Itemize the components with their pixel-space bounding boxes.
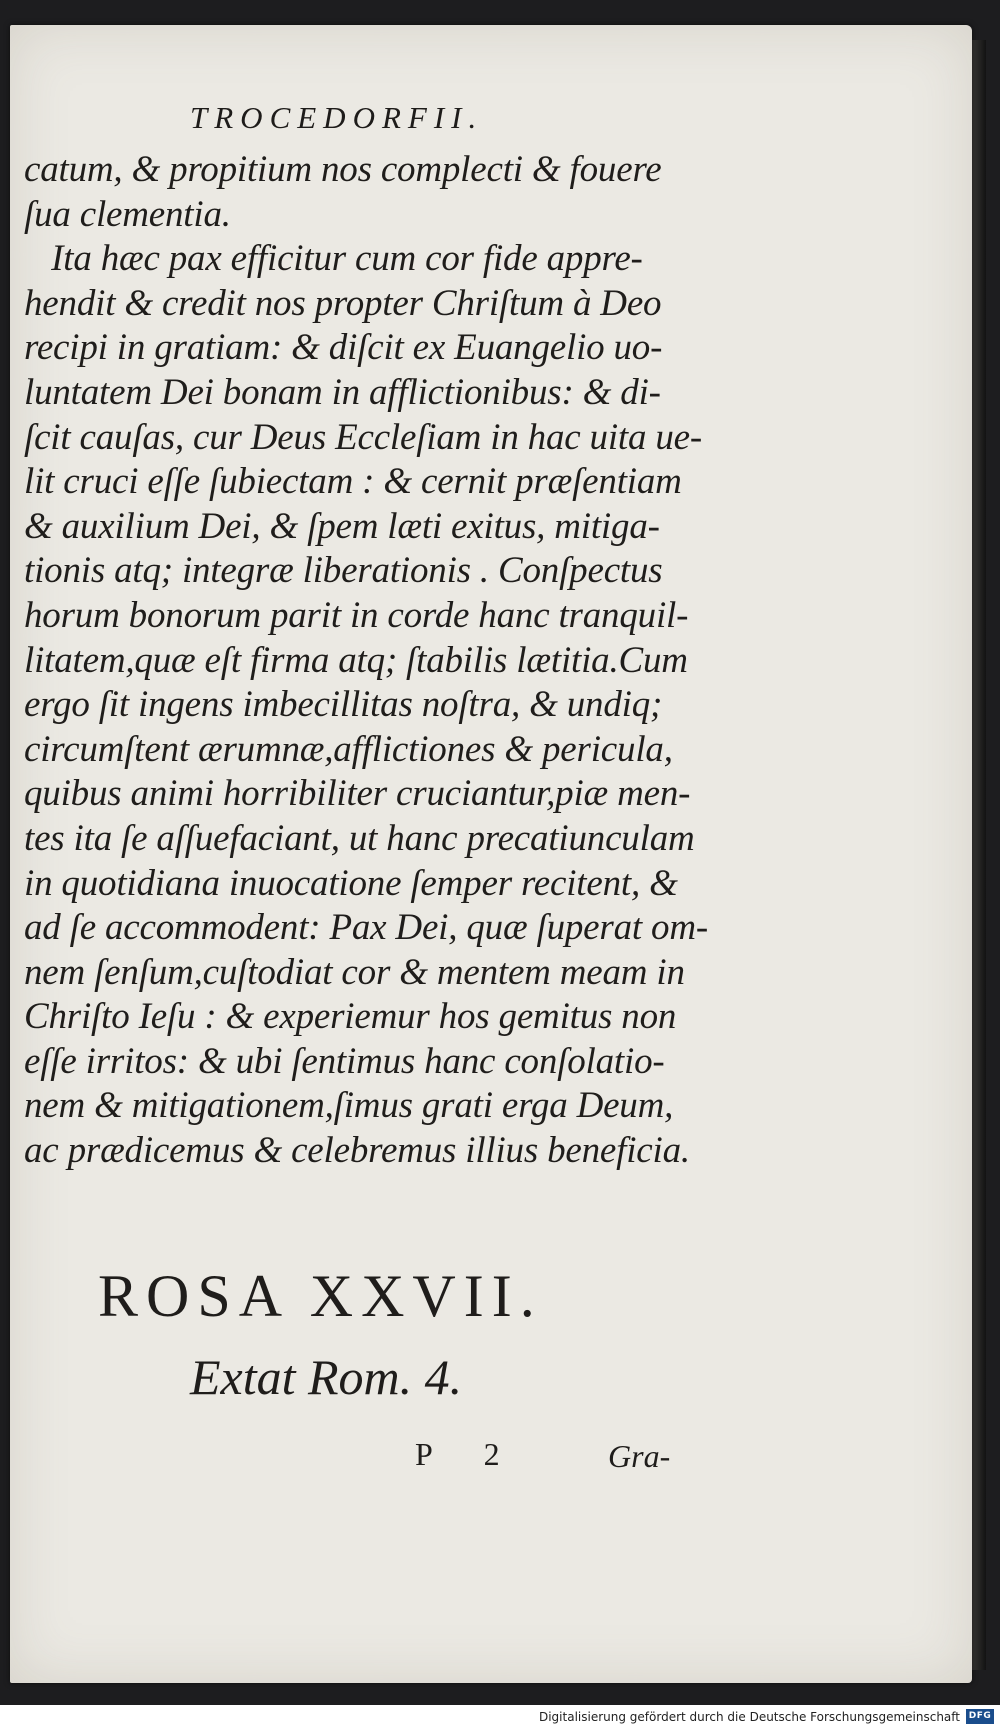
text-line: & auxilium Dei, & ſpem læti exitus, mitiga- [24, 505, 660, 547]
text-line: luntatem Dei bonam in afflictionibus: & di- [24, 371, 661, 413]
text-line: nem & mitigationem,ſimus grati erga Deum, [24, 1085, 674, 1127]
text-line: ſua clementia. [24, 193, 231, 235]
footer-credit: Digitalisierung gefördert durch die Deutsche Forschungsgemeinschaft [538, 1710, 960, 1724]
text-line: ad ſe accommodent: Pax Dei, quæ ſuperat om- [24, 907, 708, 949]
text-line: recipi in gratiam: & diſcit ex Euangelio uo- [24, 327, 663, 369]
body-text [24, 148, 734, 1174]
section-title: ROSA XXVII. [98, 1263, 543, 1329]
text-line: hendit & credit nos propter Chriſtum à Deo [24, 282, 662, 324]
text-line: ſcit cauſas, cur Deus Eccleſiam in hac uita ue- [24, 416, 703, 458]
footer-bar [0, 1705, 1000, 1729]
text-line: ac prædicemus & celebremus illius beneficia. [24, 1130, 690, 1172]
running-head: TROCEDORFII. [190, 100, 484, 135]
text-line: ergo ſit ingens imbecillitas noſtra, & undiq; [24, 684, 663, 726]
text-line: lit cruci eſſe ſubiectam : & cernit præſentiam [24, 461, 682, 503]
text-line: circumſtent ærumnæ,afflictiones & pericula, [24, 728, 673, 770]
text-line: catum, & propitium nos complecti & fouere [24, 149, 662, 190]
text-line: eſſe irritos: & ubi ſentimus hanc conſolatio- [24, 1040, 665, 1082]
text-line: tes ita ſe aſſuefaciant, ut hanc precatiunculam [24, 817, 695, 859]
book-edge [972, 40, 986, 1670]
text-line: tionis atq; integræ liberationis . Conſpectus [24, 550, 663, 592]
text-line: quibus animi horribiliter cruciantur,piæ men- [24, 773, 691, 815]
dfg-logo-icon: DFG [966, 1709, 994, 1724]
text-line: Ita hæc pax efficitur cum cor fide appre- [24, 238, 643, 280]
text-line: nem ſenſum,cuſtodiat cor & mentem meam in [24, 951, 685, 993]
text-line: Chriſto Ieſu : & experiemur hos gemitus non [24, 996, 677, 1038]
text-line: horum bonorum parit in corde hanc tranquil- [24, 594, 689, 636]
catchword: Gra- [608, 1438, 671, 1474]
text-line: litatem,quæ eſt firma atq; ſtabilis lætitia.Cum [24, 639, 688, 681]
signature-mark: P 2 [415, 1436, 522, 1472]
text-line: in quotidiana inuocatione ſemper recitent, & [24, 862, 678, 904]
section-reference: Extat Rom. 4. [190, 1349, 463, 1405]
